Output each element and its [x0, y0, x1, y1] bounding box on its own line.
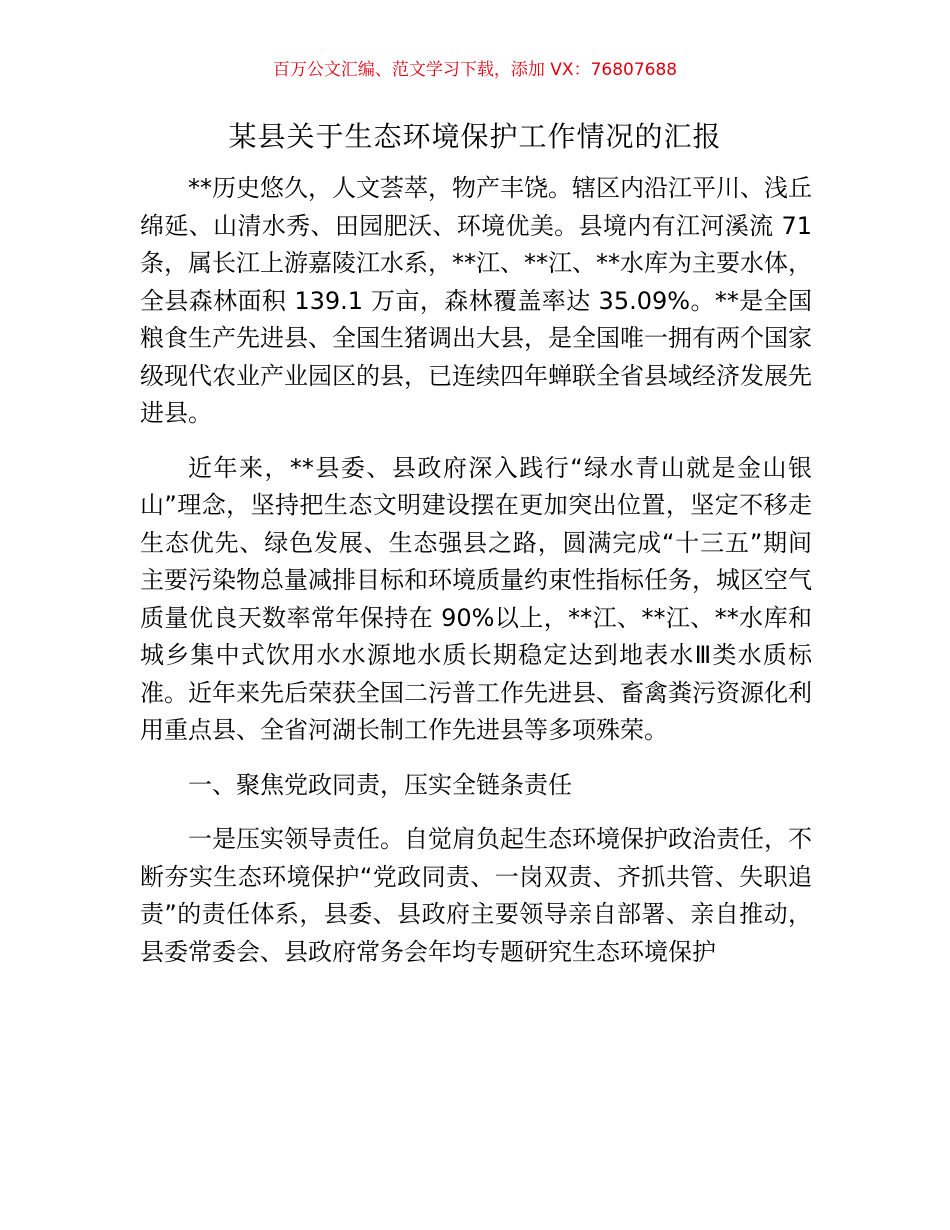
document-body — [140, 170, 812, 971]
paragraph-leadership-responsibility: 一是压实领导责任。自觉肩负起生态环境保护政治责任，不断夯实生态环境保护“党政同责、一岗双责、齐抓共管、失职追责”的责任体系，县委、县政府主要领导亲自部署、亲自推动，县委常委会、县政府常务会年均专题研究生态环境保护 — [140, 825, 812, 966]
paragraph-gap — [140, 804, 812, 821]
paragraph-overview: **历史悠久，人文荟萃，物产丰饶。辖区内沿江平川、浅丘绵延、山清水秀、田园肥沃、环境优美。县境内有江河溪流 71 条，属长江上游嘉陵江水系，**江、**江、**水库为主要水体，全县森林面积 139.1 万亩，森林覆盖率达 35.09%。**是全国粮食生产先进县、全国生猪调出大县，是全国唯一拥有两个国家级现代农业产业园区的县，已连续四年蝉联全省县域经济发展先进县。 — [140, 174, 812, 427]
paragraph-gap — [140, 433, 812, 450]
paragraph-achievements: 近年来，**县委、县政府深入践行“绿水青山就是金山银山”理念，坚持把生态文明建设摆在更加突出位置，坚定不移走生态优先、绿色发展、生态强县之路，圆满完成“十三五”期间主要污染物总量减排目标和环境质量约束性指标任务，城区空气质量优良天数率常年保持在 90%以上，**江、**江、**水库和城乡集中式饮用水水源地水质长期稳定达到地表水Ⅲ类水质标准。近年来先后荣获全国二污普工作先进县、畜禽粪污资源化利用重点县、全省河湖长制工作先进县等多项殊荣。 — [140, 453, 812, 744]
section-heading-1: 一、聚焦党政同责，压实全链条责任 — [188, 770, 572, 799]
document-title: 某县关于生态环境保护工作情况的汇报 — [228, 120, 722, 153]
download-notice-header: 百万公文汇编、范文学习下载，添加 VX：76807688 — [272, 60, 678, 80]
paragraph-gap — [140, 750, 812, 767]
